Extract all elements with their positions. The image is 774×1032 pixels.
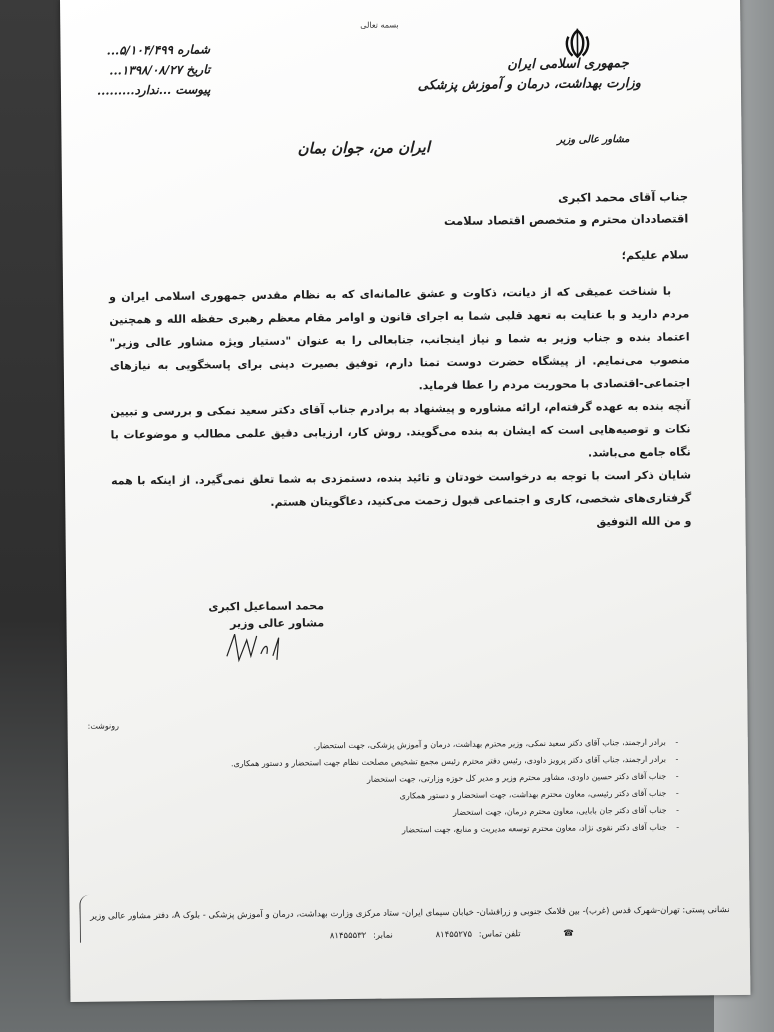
recipient-title: اقتصاددان محترم و متخصص اقتصاد سلامت [443,211,689,228]
phone-number: ۸۱۴۵۵۲۷۵ [435,929,473,941]
number-value: ۵/۱۰۴/۴۹۹... [106,42,174,58]
recipient-name: جناب آقای محمد اکبری [558,189,689,205]
number-label: شماره [177,42,211,57]
recipient [444,185,689,232]
cc-title: رونوشت: [87,721,119,731]
cc-list [128,733,689,841]
letter-body [109,279,692,538]
date-value: ۱۳۹۸/۰۸/۲۷... [109,62,183,78]
basmala: بسمه تعالی [360,20,399,30]
letter-date [97,62,211,83]
office-name: مشاور عالی وزیر [557,134,630,146]
paragraph-4: و من الله التوفیق [596,514,692,529]
org-name-line1: جمهوری اسلامی ایران [507,56,629,73]
cc-item: - جناب آقای دکتر رئیسی، معاون محترم بهداشت، جهت استحضار و دستور همکاری [399,788,679,801]
paragraph-1: با شناخت عمیقی که از دیانت، ذکاوت و عشق عالمانه‌ای که به نظام مقدس جمهوری اسلامی ایران و مردم دارید و با عنایت به تعهد قلبی شما به اجرای قانون و اوامر مقام معظم رهبری حفظه الله و همچنین اعتماد بنده و جناب وزیر به شما و نیاز اینجانب، جنابعالی را به عنوان "دستیار ویژه مشاور عالی وزیر" منصوب می‌نمایم. از پیشگاه حضرت دوست تمنا دارم، توفیق بصیرت دینی برای پاسخگویی به نیازهای اجتماعی-اقتصادی با محوریت مردم را عطا فرماید. [109,284,691,393]
cc-item: - جناب آقای دکتر نقوی نژاد، معاون محترم توسعه مدیریت و منابع، جهت استحضار [401,822,680,835]
phone-icon: ☎ [563,928,574,939]
attachment-value: ...ندارد......... [96,82,172,98]
cc-item: - برادر ارجمند، جناب آقای دکتر سعید نمکی، وزیر محترم بهداشت، درمان و آموزش پزشکی، جهت استحضار. [313,737,679,751]
cc-item: - برادر ارجمند، جناب آقای دکتر پرویز داودی، رئیس دفتر محترم رئیس مجمع تشخیص مصلحت نظام جهت استحضار و دستور همکاری. [230,754,679,769]
paragraph-3: شایان ذکر است با توجه به درخواست خودتان و تائید بنده، دستمزدی به شما تعلق نمی‌گیرد. از اینکه با همه گرفتاری‌های شخصی، کاری و اجتماعی قبول زحمت می‌کنید، دعاگویتان هستم. [110,468,692,509]
date-label: تاریخ [186,62,211,77]
handwritten-signature-icon [217,626,297,667]
letter-number [96,42,210,63]
greeting: سلام علیکم؛ [621,248,689,263]
letter-meta [96,42,210,103]
signer-title: مشاور عالی وزیر [230,616,325,631]
slogan: ایران من، جوان بمان [297,138,431,158]
footer-address: نشانی پستی: تهران-شهرک قدس (غرب)- بین فلامک جنوبی و زرافشان- خیابان سیمای ایران- ستاد مرکزی وزارت بهداشت، درمان و آموزش پزشکی - بلوک A، دفتر مشاور عالی وزیر [90,905,730,922]
org-name-line2: وزارت بهداشت، درمان و آموزش پزشکی [417,75,641,94]
cc-item: - جناب آقای دکتر حسین داودی، مشاور محترم وزیر و مدیر کل حوزه وزارتی، جهت استحضار [366,771,679,784]
paragraph-2: آنچه بنده به عهده گرفته‌ام، ارائه مشاوره و پیشنهاد به برادرم جناب آقای دکتر سعید نمکی و بررسی و تبیین نکات و توصیه‌هایی است که ایشان به بنده می‌گویند. روش کار، ارزیابی دقیق علمی مطالب و موضوعات با نگاه جامع می‌باشد. [110,399,691,460]
letter-attachment [97,82,211,103]
fax-label: نمابر: [372,930,393,941]
phone-label: تلفن تماس: [478,929,521,940]
cc-item: - جناب آقای دکتر جان بابایی، معاون محترم درمان، جهت استحضار [452,805,680,817]
attachment-label: پیوست [175,82,211,97]
signer-name: محمد اسماعیل اکبری [208,599,325,614]
fax-number: ۸۱۴۵۵۵۳۲ [329,930,367,942]
footer-contacts [290,929,574,942]
letter-page [60,0,750,1002]
